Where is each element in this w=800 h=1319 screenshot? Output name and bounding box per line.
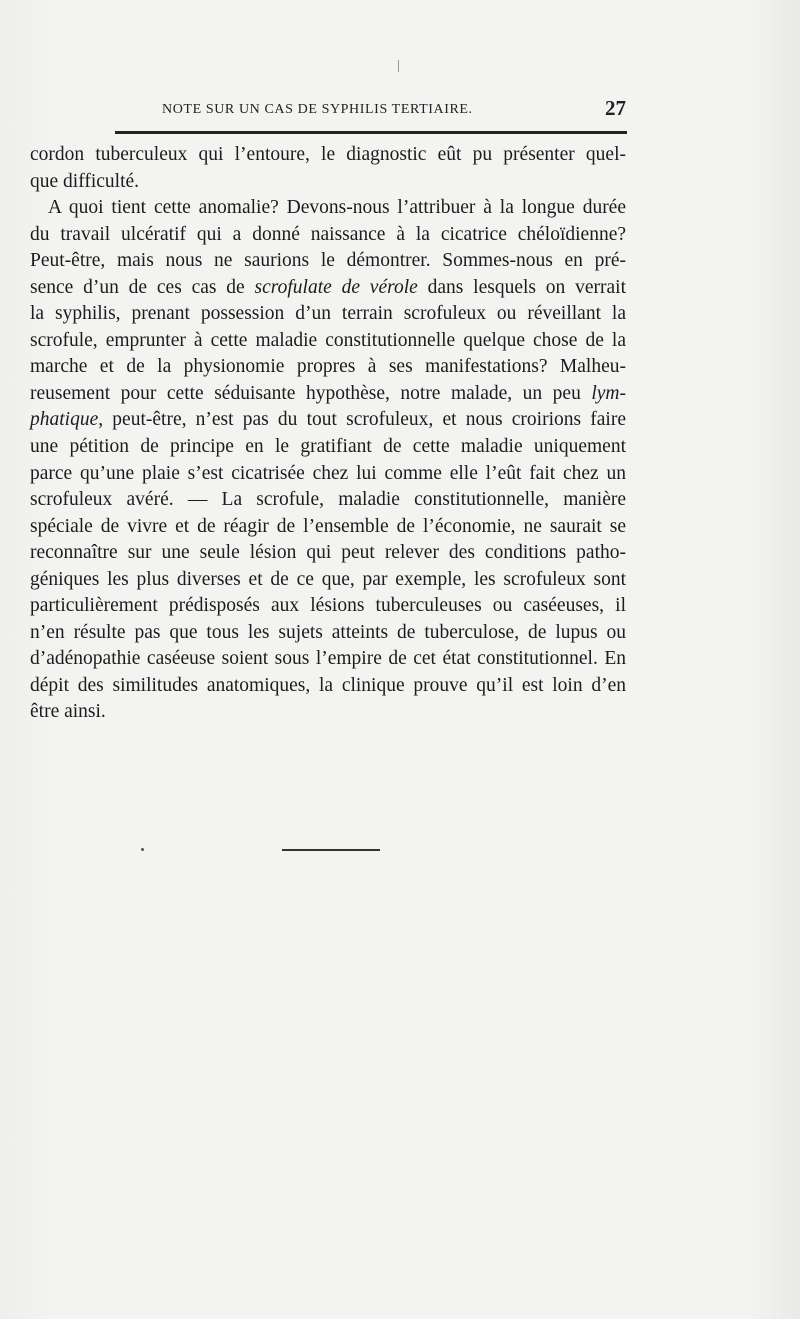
text-line: d’adénopathie caséeuse soient sous l’empire de cet état constitutionnel. En	[30, 648, 626, 670]
running-head: NOTE SUR UN CAS DE SYPHILIS TERTIAIRE.	[162, 102, 473, 117]
italic-term: scrofulate de vérole	[254, 276, 418, 298]
text-line: parce qu’une plaie s’est cicatrisée chez lui comme elle l’eût fait chez un	[30, 462, 626, 484]
page-mark	[398, 60, 399, 72]
text-line: reusement pour cette séduisante hypothèse, notre malade, un peu lym-	[30, 382, 626, 404]
text-line: dépit des similitudes anatomiques, la clinique prouve qu’il est loin d’en	[30, 674, 626, 696]
text-line: n’en résulte pas que tous les sujets atteints de tuberculose, de lupus ou	[30, 621, 626, 643]
text-line: A quoi tient cette anomalie? Devons-nous l’attribuer à la longue durée	[48, 197, 626, 219]
italic-term: phatique	[30, 409, 99, 431]
ink-dot	[141, 848, 144, 851]
text-line: scrofuleux avéré. — La scrofule, maladie constitutionnelle, manière	[30, 489, 626, 511]
text-line: scrofule, emprunter à cette maladie constitutionnelle quelque chose de la	[30, 329, 626, 351]
text-line: géniques les plus diverses et de ce que, par exemple, les scrofuleux sont	[30, 568, 626, 590]
text-line: sence d’un de ces cas de scrofulate de vérole dans lesquels on verrait	[30, 276, 627, 298]
text-line: phatique, peut-être, n’est pas du tout scrofuleux, et nous croirions faire	[30, 409, 626, 431]
text-line: reconnaître sur une seule lésion qui peut relever des conditions patho-	[30, 542, 626, 564]
text-line: spéciale de vivre et de réagir de l’ensemble de l’économie, ne saurait se	[30, 515, 626, 537]
text-line: particulièrement prédisposés aux lésions tuberculeuses ou caséeuses, il	[30, 595, 626, 617]
header-rule	[115, 131, 627, 134]
text-line: la syphilis, prenant possession d’un terrain scrofuleux ou réveillant la	[30, 303, 626, 325]
text-line: marche et de la physionomie propres à ses manifestations? Malheu-	[30, 356, 626, 378]
italic-term: lym-	[591, 382, 626, 404]
text-line: être ainsi.	[30, 701, 106, 723]
page-header	[100, 96, 628, 120]
text-line: une pétition de principe en le gratifiant de cette maladie uniquement	[30, 436, 626, 458]
text-line: Peut-être, mais nous ne saurions le démontrer. Sommes-nous en pré-	[30, 250, 626, 272]
text-line: que difficulté.	[30, 170, 140, 192]
page-number: 27	[605, 96, 626, 120]
text-line: cordon tuberculeux qui l’entoure, le diagnostic eût pu présenter quel-	[30, 144, 626, 165]
body-text	[30, 142, 626, 726]
text-line: du travail ulcératif qui a donné naissance à la cicatrice chéloïdienne?	[30, 223, 626, 245]
section-end-rule	[282, 849, 380, 851]
